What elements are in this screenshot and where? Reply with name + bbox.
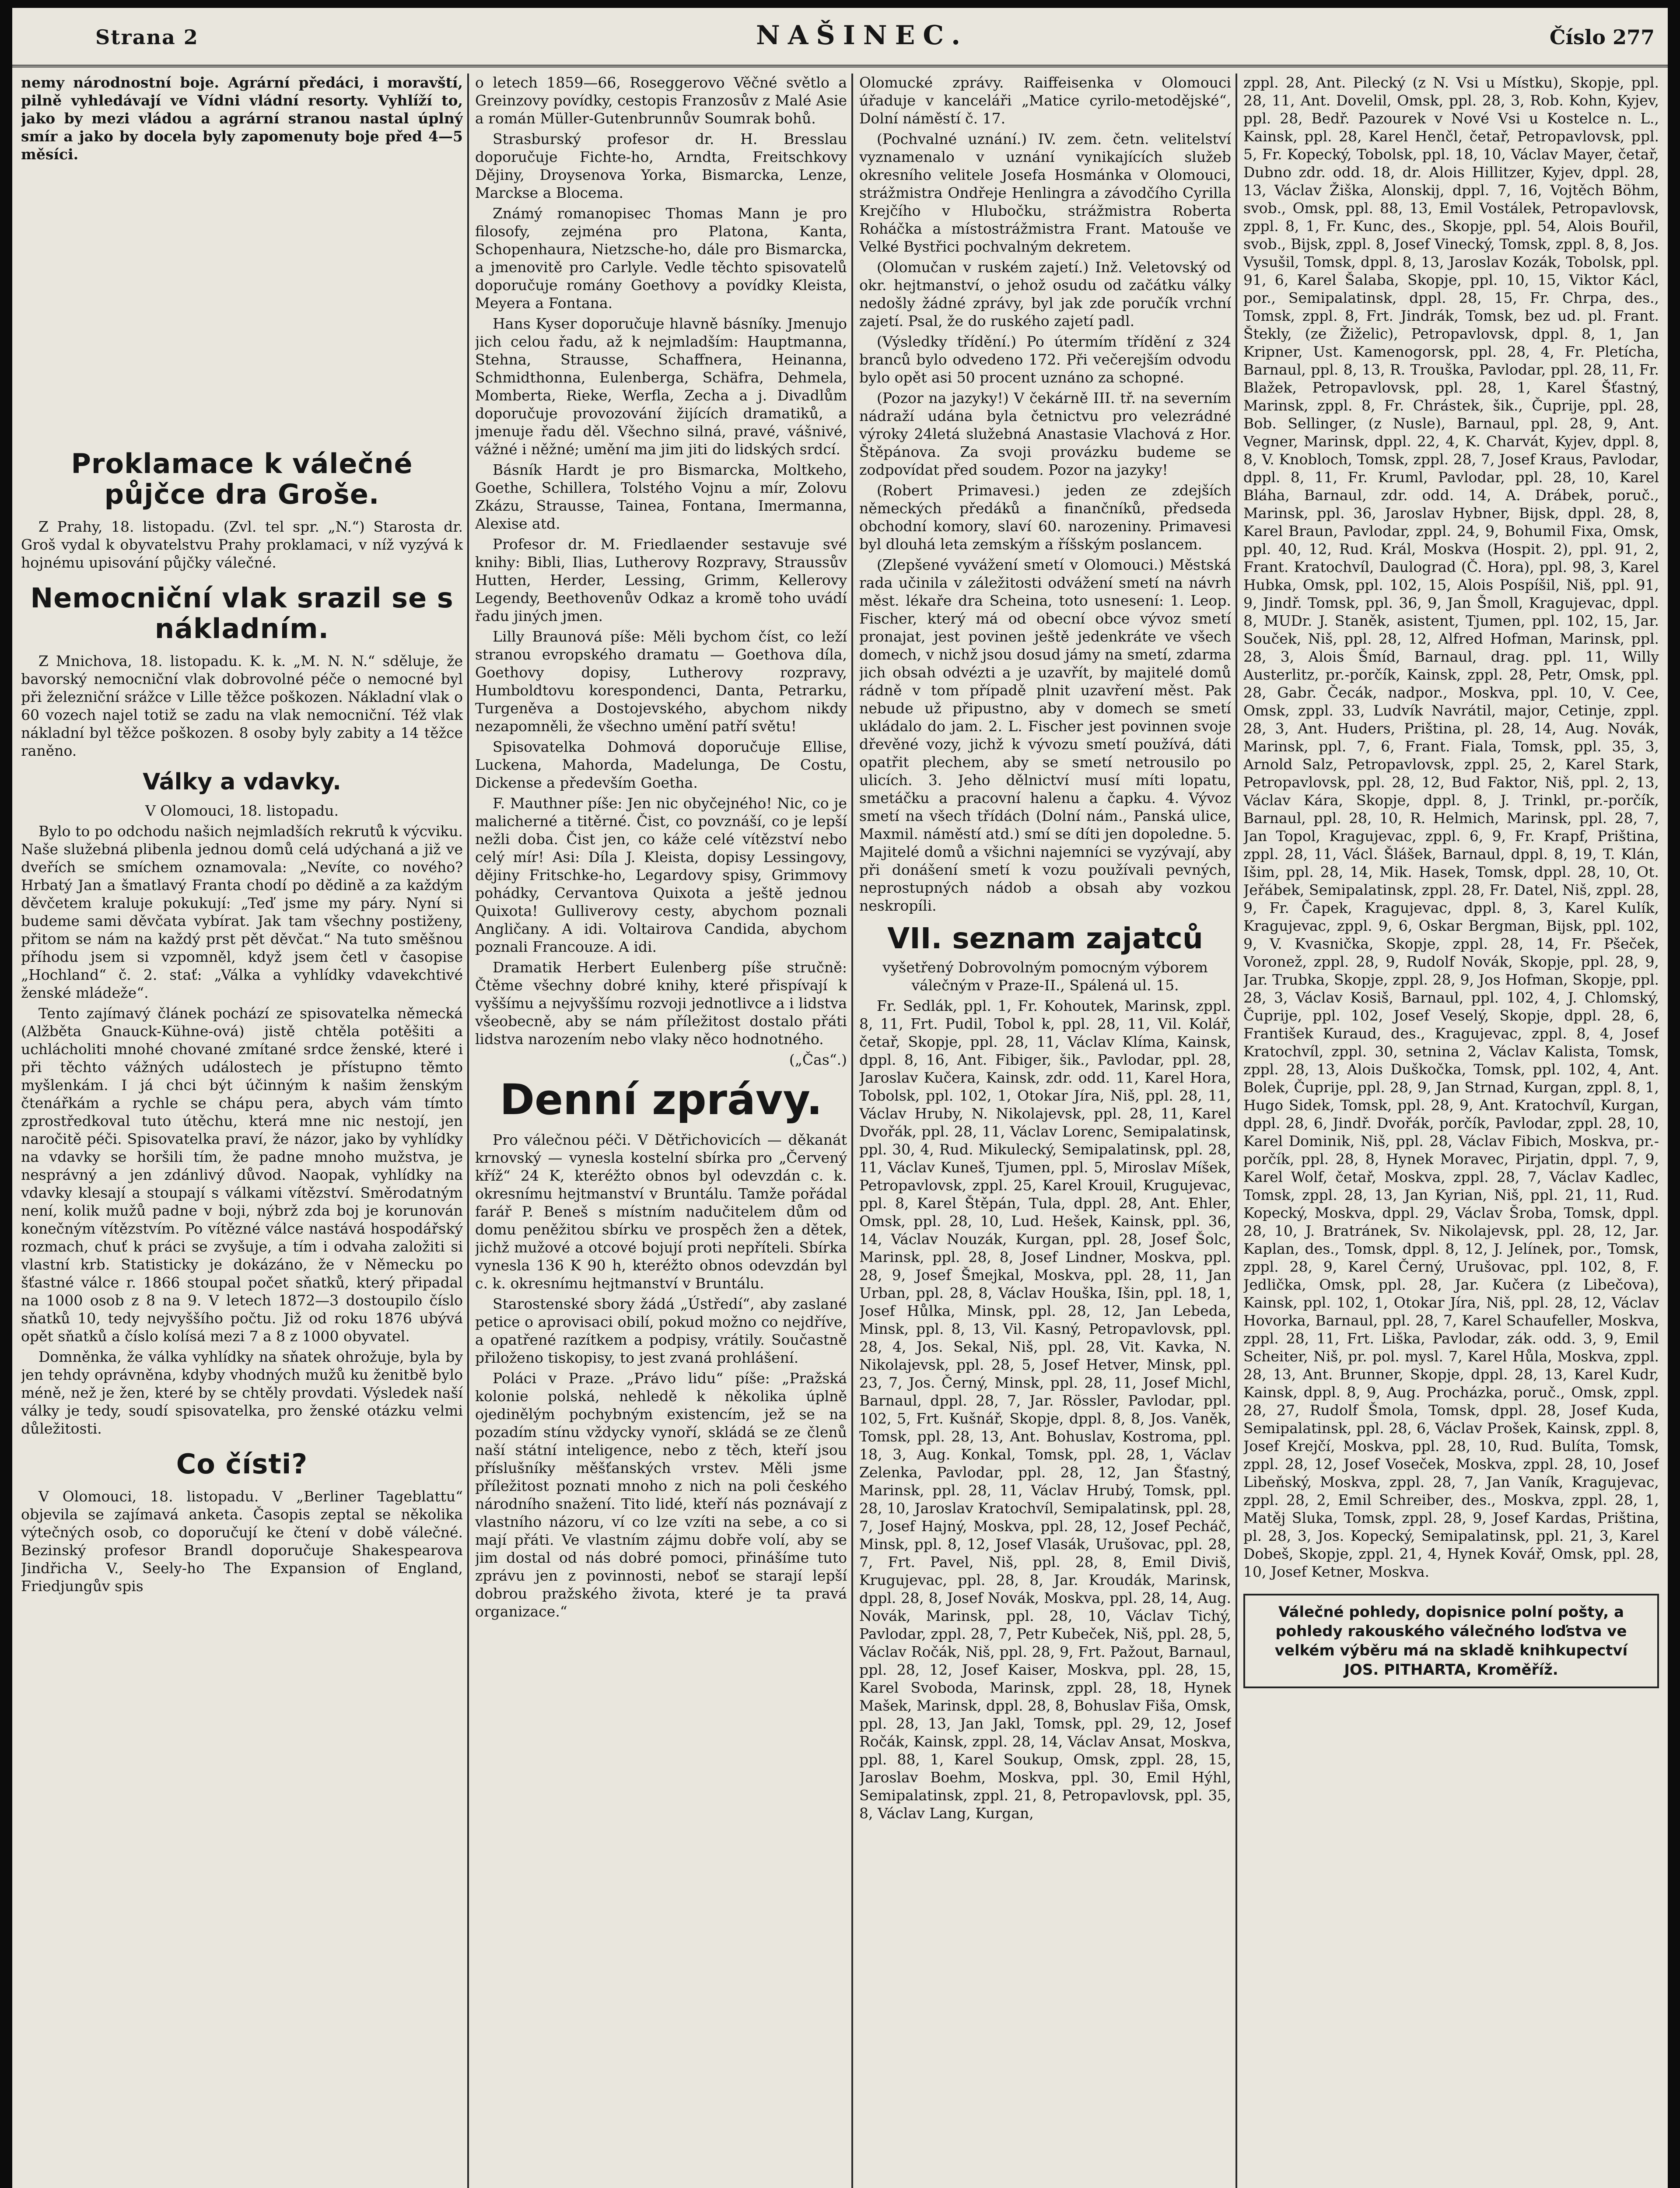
prisoner-list: zppl. 28, Ant. Pilecký (z N. Vsi u Místku), Skopje, ppl. 28, 11, Ant. Dovelil, Omsk, ppl. 28, 3, Rob. Kohn, Kyjev, ppl. 28, Bedř. Pazourek v Nové Vsi u Kostelce n. L., Kainsk, ppl. 28, Karel Henčl, četař, Petropavlovsk, ppl. 5, Fr. Kopecký, Tobolsk, ppl. 18, 10, Václav Mayer, četař, Dubno zdr. odd. 18, dr. Alois Hillitzer, Kyjev, dppl. 28, 13, Václav Žiška, Alonskij, dppl. 7, 16, Vojtěch Böhm, svob., Omsk, ppl. 88, 13, Emil Vostálek, Petropavlovsk, zppl. 8, 1, Fr. Kunc, des., Skopje, ppl. 54, Alois Bouřil, svob., Bijsk, zppl. 8, Josef Vinecký, Tomsk, zppl. 8, 8, Jos. Vysušil, Tomsk, dppl. 8, 13, Jaroslav Kozák, Tobolsk, ppl. 91, 6, Karel Šalaba, Skopje, ppl. 10, 15, Viktor Kácl, por., Semipalatinsk, dppl. 28, 15, Fr. Chrpa, des., Tomsk, zppl. 8, Frt. Jindrák, Tomsk, bez ud. pl. Frant. Štekly, (ze Žiželic), Petropavlovsk, dppl. 8, 1, Jan Kripner, Ust. Kamenogorsk, ppl. 28, 4, Fr. Pletícha, Barnaul, ppl. 8, 13, R. Trouška, Pavlodar, ppl. 28, 11, Fr. Blažek, Petropavlovsk, ppl. 28, 1, Karel Šťastný, Marinsk, zppl. 8, Fr. Chrástek, šik., Čuprije, ppl. 28, Bob. Sellinger, (z Nusle), Barnaul, ppl. 28, 9, Ant. Vegner, Marinsk, dppl. 22, 4, K. Charvát, Kyjev, dppl. 8, 8, V. Knobloch, Tomsk, zppl. 28, 7, Josef Kraus, Pavlodar, dppl. 8, 11, Fr. Kruml, Pavlodar, ppl. 28, 10, Karel Bláha, Barnaul, zdr. odd. 14, A. Drábek, poruč., Marinsk, ppl. 36, Jaroslav Hybner, Bijsk, dppl. 28, 8, Karel Braun, Pavlodar, zppl. 24, 9, Bohumil Fixa, Omsk, ppl. 40, 12, Rud. Král, Moskva (Hospit. 2), ppl. 91, 2, Frant. Kratochvíl, Daulograd (Č. Hora), ppl. 98, 3, Karel Hubka, Omsk, ppl. 102, 15, Alois Pospíšil, Niš, ppl. 91, 9, Jindř. Tomsk, ppl. 36, 9, Jan Šmoll, Kragujevac, dppl. 8, MUDr. J. Staněk, asistent, Tjumen, ppl. 102, 15, Jar. Souček, Niš, ppl. 28, 12, Alfred Hofman, Marinsk, ppl. 28, 3, Alois Šmíd, Barnaul, drag. ppl. 11, Willy Austerlitz, pr.-porčík, Kainsk, zppl. 28, Petr, Omsk, ppl. 28, Gabr. Čecák, nadpor., Moskva, ppl. 10, V. Cee, Omsk, zppl. 33, Ludvík Navrátil, major, Cetinje, zppl. 28, 3, Ant. Huders, Priština, pl. 28, 14, Aug. Novák, Marinsk, ppl. 7, 6, Frant. Fiala, Tomsk, ppl. 35, 3, Arnold Salz, Petropavlovsk, zppl. 25, 2, Karel Stark, Petropavlovsk, ppl. 28, 12, Bud Faktor, Niš, ppl. 2, 13, Václav Kára, Skopje, dppl. 8, J. Trinkl, pr.-porčík, Barnaul, ppl. 28, 10, R. Helmich, Marinsk, ppl. 28, 7, Jan Topol, Kragujevac, zppl. 6, 9, Fr. Krapf, Priština, zppl. 28, 11, Václ. Šlášek, Barnaul, dppl. 8, 19, T. Klán, Išim, ppl. 28, 14, Mik. Hasek, Tomsk, dppl. 28, 10, Ot. Jeřábek, Semipalatinsk, zppl. 28, Fr. Datel, Niš, zppl. 28, 9, Fr. Čapek, Kragujevac, dppl. 8, 3, Karel Kulík, Kragujevac, zppl. 9, 6, Oskar Bergman, Bijsk, ppl. 102, 9, V. Kvasnička, Skopje, zppl. 28, 14, Fr. Pšeček, Voronež, zppl. 28, 9, Rudolf Novák, Skopje, ppl. 28, 9, Jar. Trubka, Skopje, zppl. 28, 9, Jos Hofman, Skopje, ppl. 28, 3, Václav Kosiš, Barnaul, ppl. 102, 4, J. Chlomský, Čuprije, ppl. 102, Josef Veselý, Skopje, dppl. 28, 6, František Kuraud, des., Kragujevac, zppl. 8, 4, Josef Kratochvíl, zppl. 30, setnina 2, Václav Kalista, Tomsk, zppl. 28, 13, Alois Duškočka, Tomsk, ppl. 102, 4, Ant. Bolek, Čuprije, ppl. 28, 9, Jan Strnad, Kurgan, zppl. 8, 1, Hugo Sidek, Tomsk, ppl. 28, 9, Ant. Kratochvíl, Kurgan, dppl. 28, 6, Jindř. Dvořák, porčík, Pavlodar, zppl. 28, 10, Karel Dominik, Niš, ppl. 28, Václav Fibich, Moskva, pr.-porčík, ppl. 28, 8, Hynek Moravec, Pirjatin, dppl. 7, 9, Karel Wolf, četař, Moskva, zppl. 28, 7, Václav Kadlec, Tomsk, zppl. 28, 13, Jan Kyrian, Niš, ppl. 21, 11, Rud. Kopecký, Moskva, dppl. 29, Václav Šroba, Tomsk, dppl. 28, 10, J. Bratránek, Sv. Nikolajevsk, ppl. 28, 12, Jar. Kaplan, des., Tomsk, dppl. 8, 12, J. Jelínek, por., Tomsk, zppl. 28, 9, Karel Černý, Urušovac, ppl. 102, 8, F. Jedlička, Omsk, ppl. 28, Jar. Kučera (z Libečova), Kainsk, ppl. 102, 1, Otokar Jíra, Niš, ppl. 28, 12, Václav Hovorka, Barnaul, ppl. 28, 7, Karel Schaufeller, Moskva, zppl. 28, 11, Frt. Liška, Pavlodar, zák. odd. 3, 9, Emil Scheiter, Niš, pr. pol. mysl. 7, Karel Hůla, Moskva, zppl. 28, 13, Ant. Brunner, Skopje, dppl. 28, 13, Karel Kudr, Kainsk, dppl. 8, 9, Aug. Procházka, poruč., Omsk, zppl. 28, 27, Rudolf Šmola, Tomsk, dppl. 28, Josef Kuda, Semipalatinsk, ppl. 28, 6, Václav Prošek, Kainsk, zppl. 8, Josef Krejčí, Moskva, ppl. 28, 10, Rud. Bulíta, Tomsk, zppl. 28, 12, Josef Voseček, Moskva, zppl. 28, 10, Josef Libeňský, Moskva, zppl. 28, 7, Jan Vaník, Kragujevac, zppl. 28, 2, Emil Schreiber, des., Moskva, zppl. 28, 1, Matěj Sluka, Tomsk, zppl. 28, 9, Josef Kardas, Priština, pl. 28, 3, Jos. Kopecký, Semipalatinsk, ppl. 21, 3, Karel Dobeš, Skopje, zppl. 21, 4, Hynek Kovář, Omsk, ppl. 28, 10, Josef Ketner, Moskva. [1243,74,1659,1580]
article-text: Známý romanopisec Thomas Mann je pro filosofy, zejména pro Platona, Kanta, Schopenhaura, Nietzsche-ho, dále pro Bismarcka, a jmenovitě pro Carlyle. Vedle těchto spisovatelů doporučuje romány Goethovy a povídky Kleista, Meyera a Fontana. [475,205,847,312]
article-text: Spisovatelka Dohmová doporučuje Ellise, Luckena, Mahorda, Madelunga, De Costu, Dickense a především Goetha. [475,738,847,791]
article-text: Lilly Braunová píše: Měli bychom číst, co leží stranou evropského dramatu — Goethova díla, Goethovy dopisy, Lutherovy rozpravy, Humboldtovu korespondenci, Danta, Petrarku, Turgeněva a Dostojevského, abychom nikdy nezapomněli, že všechno umění patří světu! [475,628,847,735]
article-text: Starostenské sbory žádá „Ústředí“, aby zaslané petice o aprovisaci obilí, pokud možno co nejdříve, a opatřené razítkem a podpisy, vrátily. Součastně přiloženo tiskopisy, to jest zvaná prohlášení. [475,1295,847,1366]
column-3 [859,74,1231,2188]
column-rule [851,74,853,2188]
headline-prisoner-list: VII. seznam zajatců [887,922,1203,955]
page-header [12,8,1668,67]
masthead-title: NAŠINEC. [756,20,968,51]
column-4 [1243,74,1659,2188]
article-text: (Výsledky třídění.) Po útermím třídění z 324 branců bylo odvedeno 172. Při večerejším odvodu bylo opět asi 50 procent uznáno za schopné. [859,333,1231,386]
source-credit: („Čas“.) [789,1051,847,1068]
article-text: (Zlepšené vyvážení smetí v Olomouci.) Městská rada učinila v záležitosti odvážení smetí na návrh měst. lékaře dra Scheina, toto usnesení: 1. Leop. Fischer, který má od obecní obce vývoz smetí pronajat, jest povinen ještě jedenkráte ve všech domech, v nichž jsou dosud jámy na smetí, zdarma jich obsah odvézti a je uzavřít, by majitelé domů rádně v tom případě plnit uzavření měst. Pak nebude už připustno, aby v domech se smetí ukládalo do jam. 2. L. Fischer jest povinnen svoje dřevěné vozy, jichž k vývozu smetí používá, dáti opatřit plechem, aby se smetí netrousilo po ulicích. 3. Jeho dělnictví musí míti lopatu, smetáčku a pracovní halenu a čapku. 4. Vývoz smetí na všech třídách (Dolní nám., Panská ulice, Maxmil. náměstí atd.) smí se díti jen dopoledne. 5. Majitelé domů a všichni najemníci se vyzývají, aby při donášení smetí k vozu používali pevných, neprostupných nádob a obsah aby vozkou neskropíli. [859,556,1231,914]
article-text: Strasburský profesor dr. H. Bresslau doporučuje Fichte-ho, Arndta, Freitschkovy Dějiny, Droysenova Yorka, Bismarcka, Lenze, Marckse a Blocema. [475,130,847,201]
column-rule [1236,74,1237,2188]
issue-number: Číslo 277 [1549,25,1655,49]
article-text: Dramatik Herbert Eulenberg píše stručně: Čtěme všechny dobré knihy, které přispívají k vyššímu a nejvyššímu rozvoji jednotlivce a i lidstva všeobecně, aby se nám příležitost dostalo přáti lidstva narozením nebo vlaky něco hodnotného. [475,959,847,1048]
article-text: (Olomučan v ruském zajetí.) Inž. Veletovský od okr. hejtmanství, o jehož osudu od začátku války nedošly žádné zprávy, byl jak zde poručík vrchní zajetí. Psal, že do ruského zajetí padl. [859,259,1231,330]
article-text: Profesor dr. M. Friedlaender sestavuje své knihy: Bibli, Ilias, Lutherovy Rozpravy, Straussův Hutten, Herder, Lessing, Grimm, Kellerovy Legendy, Beethovenův Odkaz a kromě toho uvádí řadu jiných jmen. [475,536,847,624]
headline-daily-news: Denní zprávy. [500,1075,822,1124]
prisoner-list: Fr. Sedlák, ppl. 1, Fr. Kohoutek, Marinsk, zppl. 8, 11, Frt. Pudil, Tobol k, ppl. 28, 11, Vil. Kolář, četař, Skopje, ppl. 28, 11, Václav Klíma, Kainsk, dppl. 8, 16, Ant. Fibiger, šik., Pavlodar, ppl. 28, Jaroslav Kučera, Kainsk, zdr. odd. 11, Karel Hora, Tobolsk, ppl. 102, 1, Otokar Jíra, Niš, ppl. 28, 11, Václav Hruby, N. Nikolajevsk, ppl. 28, 11, Karel Dvořák, ppl. 28, 11, Václav Lorenc, Semipalatinsk, ppl. 30, 4, Rud. Mikulecký, Semipalatinsk, ppl. 28, 11, Václav Kuneš, Tjumen, ppl. 5, Miroslav Míšek, Petropavlovsk, zppl. 25, Karel Krouil, Krugujevac, ppl. 8, Karel Štěpán, Tula, dppl. 28, Ant. Ehler, Omsk, ppl. 28, 10, Lud. Hešek, Kainsk, ppl. 36, 14, Václav Nouzák, Kurgan, ppl. 28, Josef Šolc, Marinsk, ppl. 28, 8, Josef Lindner, Moskva, ppl. 28, 9, Josef Šmejkal, Moskva, ppl. 28, 11, Jan Urban, ppl. 28, 8, Václav Houška, Išin, ppl. 18, 1, Josef Hůlka, Minsk, ppl. 28, 12, Jan Lebeda, Minsk, ppl. 8, 13, Vil. Kasný, Petropavlovsk, ppl. 28, 4, Jos. Sekal, Niš, ppl. 28, Vit. Kavka, N. Nikolajevsk, ppl. 28, 5, Josef Hetver, Minsk, ppl. 23, 7, Jos. Černý, Minsk, ppl. 28, 11, Josef Michl, Barnaul, dppl. 28, 7, Jar. Rössler, Pavlodar, ppl. 102, 5, Frt. Kušnář, Skopje, dppl. 8, 8, Jos. Vaněk, Tomsk, ppl. 28, 13, Ant. Bohuslav, Kostroma, ppl. 18, 3, Aug. Konkal, Tomsk, ppl. 28, 1, Václav Zelenka, Pavlodar, ppl. 28, 12, Jan Šťastný, Marinsk, ppl. 28, 11, Václav Hrubý, Tomsk, ppl. 28, 10, Jaroslav Kratochvíl, Semipalatinsk, ppl. 28, 7, Josef Hajný, Moskva, ppl. 28, 12, Josef Pecháč, Minsk, ppl. 8, 12, Josef Vlasák, Urušovac, ppl. 28, 7, Frt. Pavel, Niš, ppl. 28, 8, Emil Diviš, Krugujevac, ppl. 28, 8, Jar. Kroudák, Marinsk, dppl. 28, 8, Josef Novák, Moskva, ppl. 28, 14, Aug. Novák, Marinsk, ppl. 28, 10, Václav Tichý, Pavlodar, zppl. 28, 7, Petr Kubeček, Niš, ppl. 28, 5, Václav Ročák, Niš, ppl. 28, 9, Frt. Pažout, Barnaul, ppl. 28, 12, Josef Kaiser, Moskva, ppl. 28, 15, Karel Svoboda, Marinsk, zppl. 28, 18, Hynek Mašek, Marinsk, dppl. 28, 8, Bohuslav Fiša, Omsk, ppl. 28, 13, Jan Jakl, Tomsk, ppl. 29, 12, Josef Ročák, Kainsk, zppl. 28, 14, Václav Ansat, Moskva, ppl. 88, 1, Karel Soukup, Omsk, zppl. 28, 15, Jaroslav Boehm, Moskva, ppl. 30, Emil Hýhl, Semipalatinsk, zppl. 21, 8, Petropavlovsk, ppl. 35, 8, Václav Lang, Kurgan, [859,997,1231,1822]
newspaper-page [12,8,1668,2188]
article-text: o letech 1859—66, Roseggerovo Věčné světlo a Greinzovy povídky, cestopis Franzosův z Malé Asie a román Müller-Gutenbrunnův Soumrak bohů. [475,74,847,127]
headline-wars-and-marriages: Války a vdavky. [143,769,341,795]
article-text: Pro válečnou péči. V Dětřichovicích — děkanát krnovský — vynesla kostelní sbírka pro „Červený kříž“ 24 K, kteréžto obnos byl odevzdán c. k. okresnímu hejtmanství v Bruntálu. Tamže pořádal farář P. Beneš s místním nadučitelem dům od domu peněžitou sbírku ve prospěch žen a dětek, jichž mužové a otcové bojují proti nepříteli. Sbírka vynesla 136 K 90 h, kteréžto obnos odevzdán byl c. k. okresnímu hejtmanství v Bruntálu. [475,1131,847,1292]
article-text: Olomucké zprávy. Raiffeisenka v Olomouci úřaduje v kanceláři „Matice cyrilo-metodějské“, Dolní náměstí č. 17. [859,74,1231,127]
advertisement-box: Válečné pohledy, dopisnice polní pošty, a pohledy rakouského válečného loďstva ve velkém výběru má na skladě knihkupectví JOS. PITHARTA, Kroměříž. [1243,1594,1659,1688]
article-text: Poláci v Praze. „Právo lidu“ píše: „Pražská kolonie polská, nehledě k několika úplně ojedinělým pochybným existencím, jež se na pozadím stínu vždycky vynoří, skládá se ze členů naší státní inteligence, nebo z těch, kteří jsou příslušníky měšťanských vrstev. Měli jsme příležitost poznati mnoho z nich na poli českého národního snažení. Tito lidé, kteří nás poznávají z vlastního názoru, ví co lze vzíti na sebe, a co si mají přáti. Ve vlastním zájmu dobře volí, aby se jim dostal od nás dobré pomoci, přinášíme tuto zprávu jen z povinnosti, neboť se starají lepší dobrou pražského života, které je ta pravá organizace.“ [475,1370,847,1620]
article-text: (Pochvalné uznání.) IV. zem. četn. velitelství vyznamenalo v uznání vynikajících služeb okresního velitele Josefa Hosmánka v Olomouci, strážmistra Ondřeje Henlingra a závodčího Cyrilla Krejčího v Hlubočku, strážmistra Roberta Roháčka a místostrážmistra Frant. Matouše ve Velké Bystřici pochvalným dekretem. [859,130,1231,255]
headline-hospital-train: Nemocniční vlak srazil se s nákladním. [30,582,454,645]
headline-what-to-read: Co čísti? [176,1448,308,1480]
article-text: Bylo to po odchodu našich nejmladších rekrutů k výcviku. Naše služebná plibenla jednou domů celá udýchaná a již ve dveřích se smíchem oznamovala: „Nevíte, co nového? Hrbatý Jan a šmatlavý Franta chodí po dědině a za každým děvčetem kraluje pokukují: „Teď jsme my páry. Nyní si budeme sami děvčata vybírat. Jak tam všechny postiženy, přitom se nám na každý prst pět děvčat.“ Na tuto směšnou příhodu jsem si vzpomněl, když jsem četl v časopise „Hochland“ č. 2. stať: „Válka a vyhlídky vdavekchtivé ženské mládeže“. [21,823,463,1001]
column-1 [21,74,463,2188]
column-rule [467,74,469,2188]
article-text: F. Mauthner píše: Jen nic obyčejného! Nic, co je malicherné a titěrné. Čist, co povznáší, co je lepší nežli doba. Čist jen, co káže celé vítězství nebo celý mír! Asi: Díla J. Kleista, dopisy Lessingovy, dějiny Fritschke-ho, Legardovy spisy, Grimmovy pohádky, Cervantova Quixota a ještě jednou Quixota! Gulliverovy cesty, abychom poznali Angličany. A idi. Voltairova Candida, abychom poznali Francouze. A idi. [475,795,847,955]
article-text: V Olomouci, 18. listopadu. V „Berliner Tageblattu“ objevila se zajímavá anketa. Časopis zeptal se několika výtečných osob, co doporučují ke čtení v době válečné. Bezinský profesor Brandl doporučuje Shakespearova Jindřicha V., Seely-ho The Expansion of England, Friedjungův spis [21,1488,463,1595]
article-text: Domněnka, že válka vyhlídky na sňatek ohrožuje, byla by jen tehdy oprávněna, kdyby vhodných mužů ku ženitbě bylo méně, než je žen, které by se chtěly provdati. Výsledek naší války je tedy, soudí spisovatelka, pro ženské otázku velmi důležitosti. [21,1348,463,1437]
article-text: Básník Hardt je pro Bismarcka, Moltkeho, Goethe, Schillera, Tolstého Vojnu a mír, Zolovu Zkázu, Strausse, Taineа, Fontana, Imermanna, Alexise atd. [475,461,847,532]
blank-space [21,166,463,437]
article-text: Z Prahy, 18. listopadu. (Zvl. tel spr. „N.“) Starosta dr. Groš vydal k obyvatelstvu Prahy proklamaci, v níž vyzývá k hojnému upisování půjčky válečné. [21,518,463,571]
list-subtitle: vyšetřený Dobrovolným pomocným výborem válečným v Praze-II., Spálená ul. 15. [882,959,1208,994]
article-text: nemy národnostní boje. Agrární předáci, i moravští, pilně vyhledávají ve Vídni vládní resorty. Vyhlíží to, jako by mezi vládou a agrární stranou nastal úplný smír a jako by docela byly zapomenuty boje před 4—5 měsíci. [21,74,463,163]
article-text: Z Mnichova, 18. listopadu. K. k. „M. N. N.“ sděluje, že bavorský nemocniční vlak dobrovolné péče o nemocné byl při železniční srážce v Lille těžce poškozen. Nákladní vlak o 60 vozech najel totiž se zadu na vlak nemocniční. Též vlak nákladní byl těžce poškozen. 8 osoby byly zabity a 14 těžce raněno. [21,652,463,759]
article-text: Hans Kyser doporučuje hlavně básníky. Jmenujo jich celou řadu, až k nejmladším: Hauptmanna, Stehna, Strausse, Schaffnera, Heinanna, Schmidthonna, Eulenberga, Schäfra, Dehmela, Momberta, Rieke, Werfla, Zecha a j. Divadlům doporučuje provozování žijících dramatiků, a jmenuje řadu děl. Všechno silná, pravé, vášnivé, vážné i něžné; umění ma jim jiti do lidských srdcí. [475,315,847,458]
article-text: (Robert Primavesi.) jeden ze zdejších německých předáků a finančníků, předseda obchodní komory, slaví 60. narozeniny. Primavesi byl dlouhá leta zemským a říšským poslancem. [859,482,1231,553]
article-text: (Pozor na jazyky!) V čekárně III. tř. na severním nádraží udána byla četnictvu pro velezrádné výroky 24letá služebná Anastasie Vlachová z Hor. Štěpánova. Za svoji provázku budeme se zodpovídat před soudem. Pozor na jazyky! [859,389,1231,478]
dateline: V Olomouci, 18. listopadu. [145,802,339,819]
article-text: Tento zajímavý článek pochází ze spisovatelka německá (Alžběta Gnauck-Kühne-ová) jistě chtěla potěšiti a uchlácholiti mnohé chované zmítané srdce ženské, které i při těchto vážných událostech je přístupno těmto myšlenkám. I já chci být účinným k našim ženským čtenářkám a rychle se chápu pera, abych vám tímto zprostředkoval tuto útěchu, která mne nic nestojí, jen naročitě péči. Spisovatelka praví, že názor, jako by vyhlídky na vdavky se horšili tím, že padne mnoho mužstva, je nesprávný a jen zdánlivý důvod. Naopak, vyhlídky na vdavky klesají a stoupají s válkami vítězství. Směrodatným není, kolik mužů padne v boji, nýbrž zda boj je korunován konečným vítězstvím. Po vítězné válce nastává hospodářský rozmach, chuť k práci se zvyšuje, a tím i odvaha založiti si vlastní krb. Statisticky je dokázáno, že v Německu po šťastné válce r. 1866 stoupal počet sňatků, který připadal na 1000 osob z 8 na 9. V letech 1872—3 dostoupilo číslo sňatků 10, tedy nejvyššího počtu. Již od roku 1876 ubývá opět sňatků a číslo kolísá mezi 7 a 8 z 1000 obyvatel. [21,1005,463,1345]
column-2 [475,74,847,2188]
headline-war-loan: Proklamace k válečné půjčce dra Groše. [71,448,413,510]
page-number: Strana 2 [95,25,199,49]
